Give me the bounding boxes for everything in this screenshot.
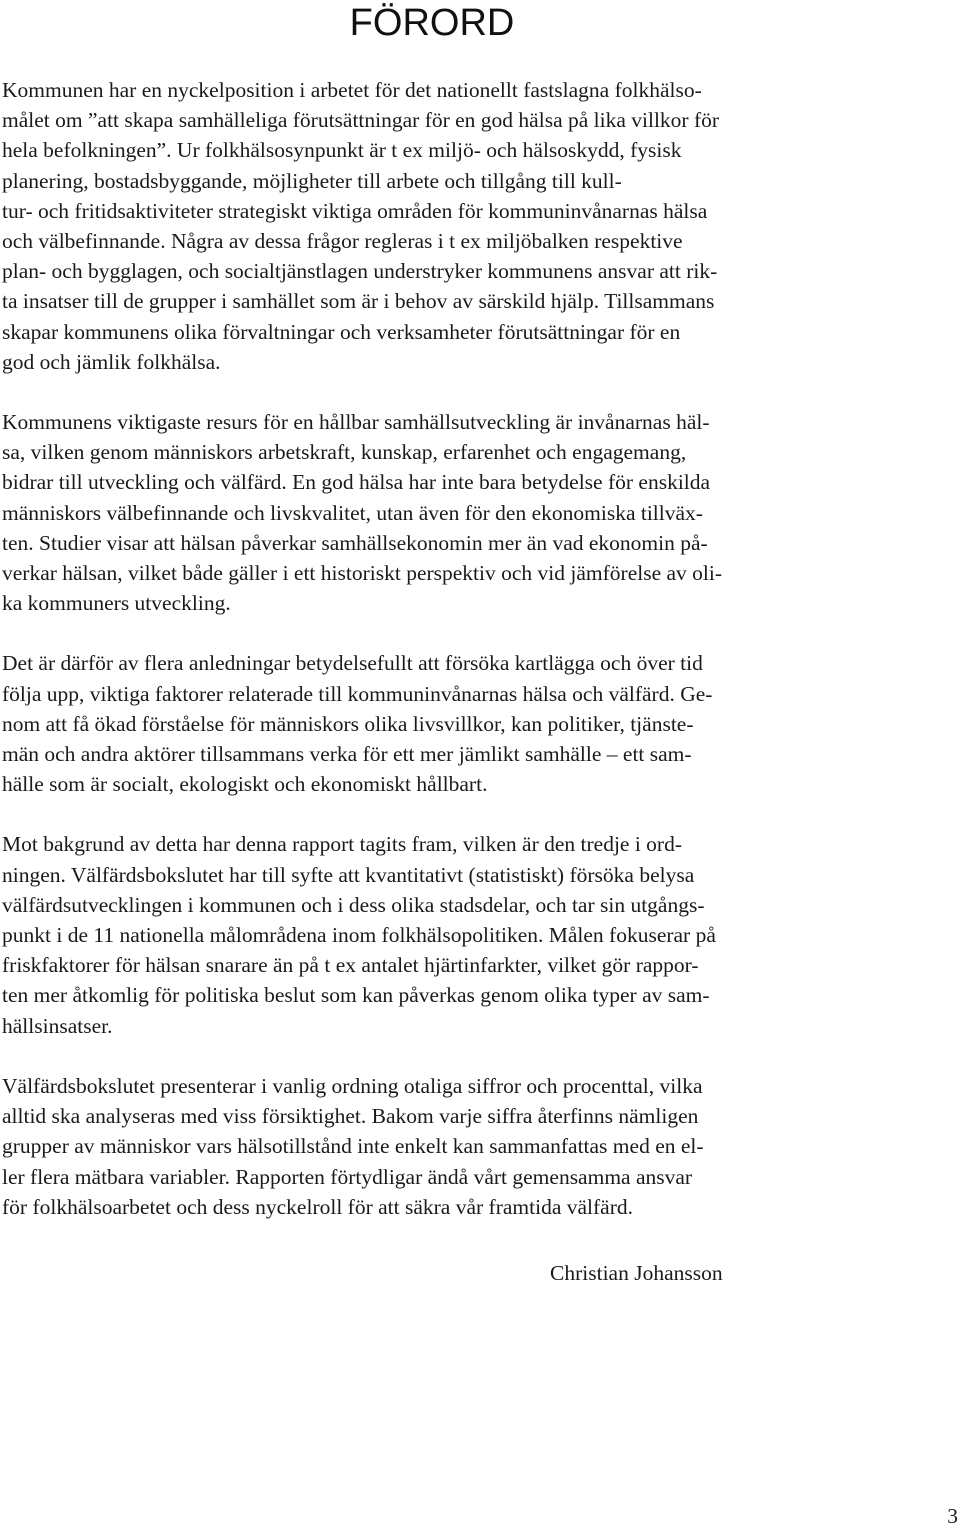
text-line: planering, bostadsbyggande, möjligheter till arbete och tillgång till kull- [2,168,622,193]
paragraph-3 [2,648,872,799]
text-line: människors välbefinnande och livskvalitet, utan även för den ekonomiska tillväx- [2,500,703,525]
text-line: sa, vilken genom människors arbetskraft, kunskap, erfarenhet och engagemang, [2,440,687,465]
text-line: ka kommuners utveckling. [2,591,231,616]
text-line: Välfärdsbokslutet presenterar i vanlig ordning otaliga siffror och procenttal, vilka [2,1073,703,1098]
text-line: Mot bakgrund av detta har denna rapport tagits fram, vilken är den tredje i ord- [2,832,683,857]
page-number: 3 [947,1504,958,1528]
text-line: punkt i de 11 nationella målområdena inom folkhälsopolitiken. Målen fokuserar på [2,923,716,948]
paragraph-5 [2,1071,872,1222]
text-line: god och jämlik folkhälsa. [2,349,221,374]
paragraph-2 [2,407,872,618]
text-line: målet om ”att skapa samhälleliga förutsättningar för en god hälsa på lika villkor för [2,108,720,133]
text-line: hälle som är socialt, ekologiskt och ekonomiskt hållbart. [2,772,488,797]
text-line: och välbefinnande. Några av dessa frågor regleras i t ex miljöbalken respektive [2,229,683,254]
paragraph-1 [2,75,872,377]
text-line: hällsinsatser. [2,1013,113,1038]
text-line: alltid ska analyseras med viss försiktighet. Bakom varje siffra återfinns nämligen [2,1104,699,1129]
text-line: ten mer åtkomlig för politiska beslut som kan påverkas genom olika typer av sam- [2,983,710,1008]
text-line: ler flera mätbara variabler. Rapporten förtydligar ändå vårt gemensamma ansvar [2,1164,693,1189]
text-line: bidrar till utveckling och välfärd. En god hälsa har inte bara betydelse för enskilda [2,470,711,495]
text-line: ningen. Välfärdsbokslutet har till syfte att kvantitativt (statistiskt) försöka belysa [2,862,695,887]
text-line: grupper av människor vars hälsotillstånd inte enkelt kan sammanfattas med en el- [2,1134,704,1159]
text-line: Kommunen har en nyckelposition i arbetet för det nationellt fastslagna folkhälso- [2,78,702,102]
text-line: välfärdsutvecklingen i kommunen och i dess olika stadsdelar, och tar sin utgångs- [2,892,705,917]
page-title: FÖRORD [349,2,515,44]
text-line: män och andra aktörer tillsammans verka för ett mer jämlikt samhälle – ett sam- [2,742,692,767]
text-line: nom att få ökad förståelse för människors olika livsvillkor, kan politiker, tjänste- [2,711,694,736]
text-line: för folkhälsoarbetet och dess nyckelroll för att säkra vår framtida välfärd. [2,1194,634,1219]
text-line: hela befolkningen”. Ur folkhälsosynpunkt är t ex miljö- och hälsoskydd, fysisk [2,138,682,163]
text-line: följa upp, viktiga faktorer relaterade till kommuninvånarnas hälsa och välfärd. Ge- [2,681,713,706]
text-line: tur- och fritidsaktiviteter strategiskt viktiga områden för kommuninvånarnas hälsa [2,198,708,223]
paragraph-4 [2,829,872,1040]
text-line: ta insatser till de grupper i samhället som är i behov av särskild hjälp. Tillsammans [2,289,715,314]
signature: Christian Johansson [550,1261,723,1285]
text-line: Det är därför av flera anledningar betydelsefullt att försöka kartlägga och över tid [2,651,703,676]
text-line: skapar kommunens olika förvaltningar och verksamheter förutsättningar för en [2,319,681,344]
text-line: verkar hälsan, vilket både gäller i ett historiskt perspektiv och vid jämförelse av oli- [2,561,723,586]
foreword-body [2,75,872,1252]
text-line: ten. Studier visar att hälsan påverkar samhällsekonomin mer än vad ekonomin på- [2,530,708,555]
text-line: plan- och bygglagen, och socialtjänstlagen understryker kommunens ansvar att rik- [2,259,718,284]
text-line: Kommunens viktigaste resurs för en hållbar samhällsutveckling är invånarnas häl- [2,410,710,435]
text-line: friskfaktorer för hälsan snarare än på t ex antalet hjärtinfarkter, vilket gör rappor- [2,953,699,978]
